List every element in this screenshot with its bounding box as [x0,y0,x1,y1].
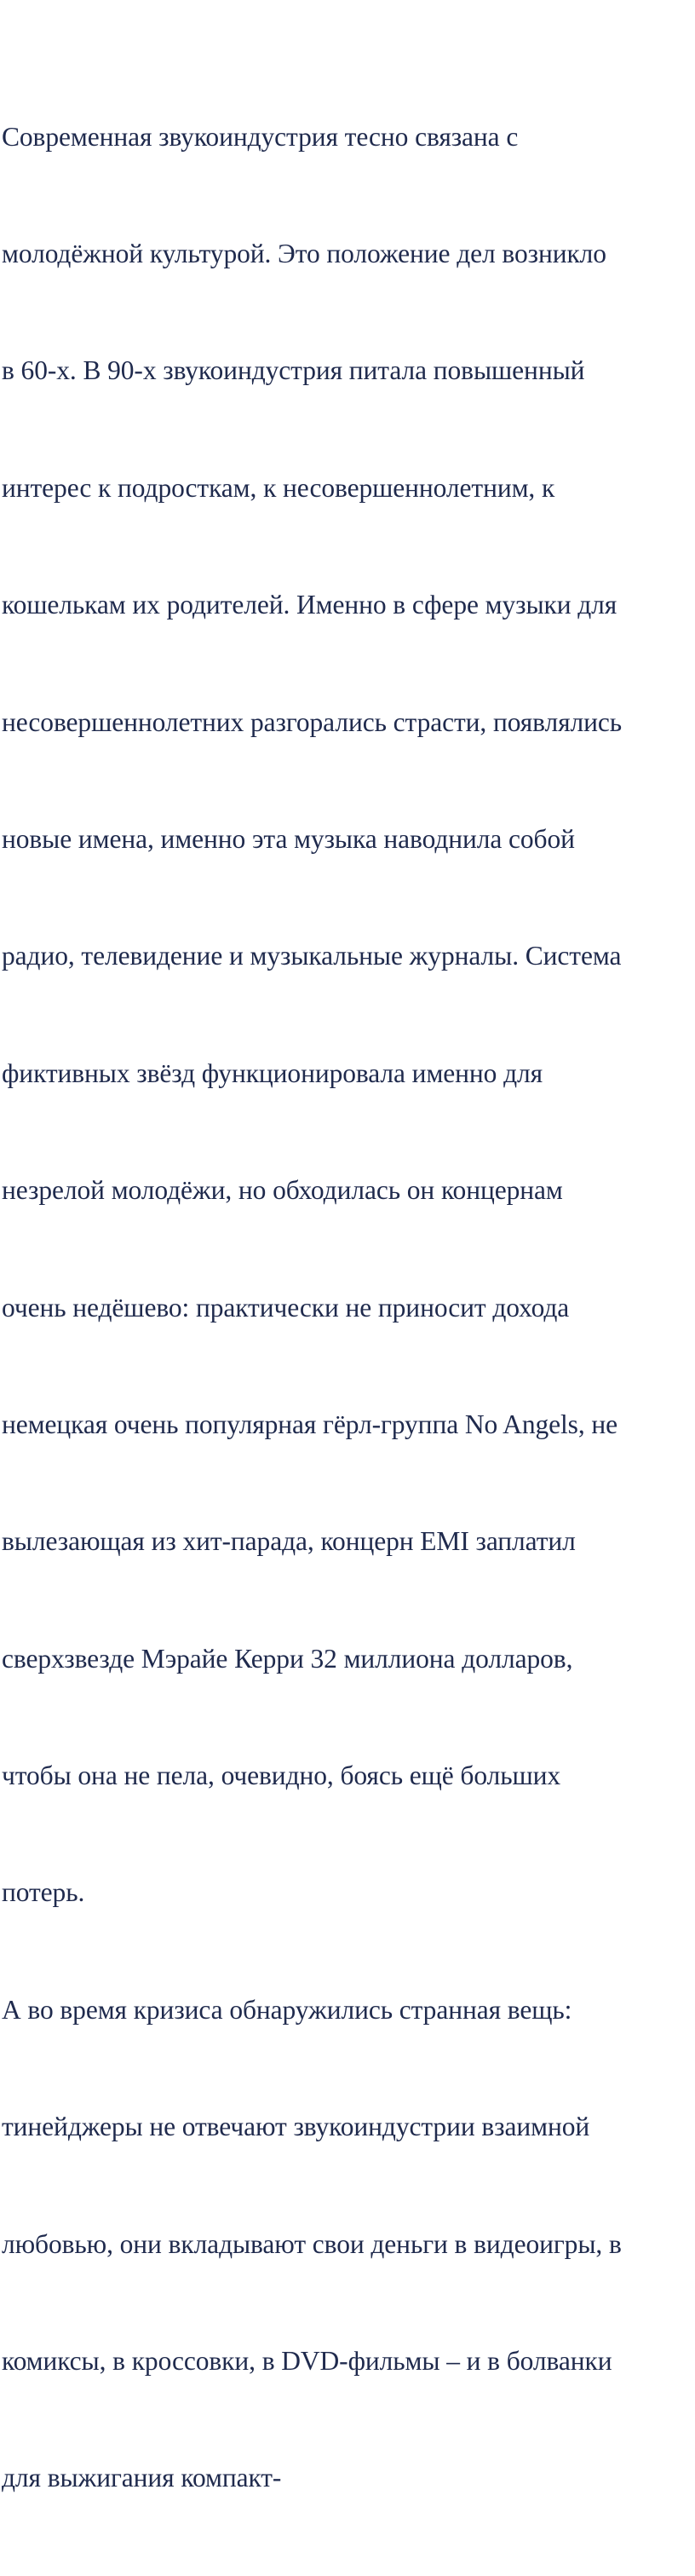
text-line: молодёжной культурой. Это положение дел возникло [2,238,606,268]
text-line: для выжигания компакт- [2,2463,282,2493]
text-line: кошелькам их родителей. Именно в сфере музыки для [2,590,617,620]
text-line: немецкая очень популярная гёрл-группа No Angels, не [2,1409,618,1439]
text-line: несовершеннолетних разгорались страсти, появлялись [2,706,623,737]
text-line: чтобы она не пела, очевидно, боясь ещё больших [2,1761,561,1791]
text-line: очень недёшево: практически не приносит дохода [2,1292,570,1323]
text-line: Современная звукоиндустрия тесно связана с [2,121,519,152]
text-line: интерес к подросткам, к несовершеннолетним, к [2,472,555,503]
text-line: радио, телевидение и музыкальные журналы. Система [2,941,622,971]
text-line: тинейджеры не отвечают звукоиндустрии взаимной [2,2112,590,2142]
text-line: сверхзвезде Мэрайе Керри 32 миллиона долларов, [2,1643,573,1674]
text-line: вылезающая из хит-парада, концерн EMI заплатил [2,1526,576,1557]
text-line: комиксы, в кроссовки, в DVD-фильмы – и в болванки [2,2346,612,2377]
text-line: А во время кризиса обнаружились странная вещь: [2,1994,572,2025]
text-line: новые имена, именно эта музыка наводнила собой [2,823,575,854]
text-line: незрелой молодёжи, но обходилась он концернам [2,1175,563,1206]
text-line: любовью, они вкладывают свои деньги в видеоигры, в [2,2228,622,2259]
text-line: фиктивных звёзд функционировала именно для [2,1057,543,1088]
text-line: потерь. [2,1877,85,1908]
text-line: в 60-х. В 90-х звукоиндустрия питала повышенный [2,355,585,386]
document-text [2,39,693,2576]
